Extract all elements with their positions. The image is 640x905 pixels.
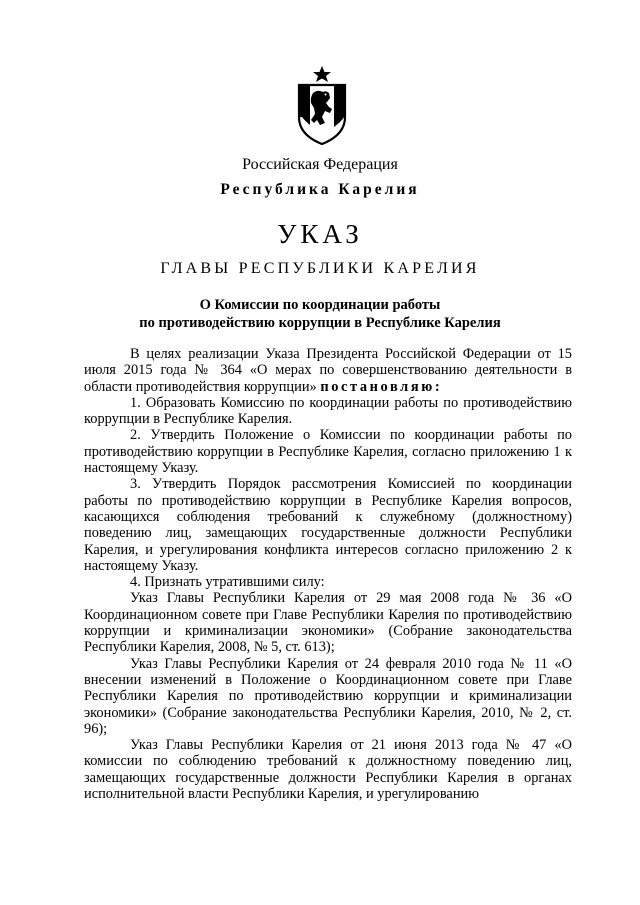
repealed-act-1: Указ Главы Республики Карелия от 29 мая 2008 года № 36 «О Координационном совете при Главе Республики Карелия по противодействию коррупции и криминализации экономики» (Собрание законодательства Республики Карелия, 2008, № 5, ст. 613); — [84, 590, 572, 656]
preamble-paragraph — [84, 346, 572, 395]
country-name: Российская Федерация — [242, 156, 398, 173]
decree-title — [0, 297, 640, 332]
decree-title-line-2: по противодействию коррупции в Республике Карелия — [139, 314, 501, 331]
item-1: 1. Образовать Комиссию по координации работы по противодействию коррупции в Республике Карелия. — [84, 394, 572, 428]
item-4: 4. Признать утратившими силу: — [130, 574, 325, 591]
decree-body — [84, 346, 572, 802]
preamble-text: В целях реализации Указа Президента Российской Федерации от 15 июля 2015 года № 364 «О мерах по совершенствованию деятельности в области противодействия коррупции» — [84, 346, 572, 395]
repealed-act-2: Указ Главы Республики Карелия от 24 февраля 2010 года № 11 «О внесении изменений в Положение о Координационном совете при Главе Республики Карелия по противодействию коррупции и криминализации экономики» (Собрание законодательства Республики Карелия, 2010, № 2, ст. 96); — [84, 655, 572, 737]
repealed-act-3: Указ Главы Республики Карелия от 21 июня 2013 года № 47 «О комиссии по соблюдению требований к должностному поведению лиц, замещающих государственные должности Республики Карелия в органах исполнительной власти Республики Карелия, и урегулированию — [84, 737, 572, 803]
issuer-title: ГЛАВЫ РЕСПУБЛИКИ КАРЕЛИЯ — [160, 260, 480, 277]
coat-of-arms-emblem — [296, 65, 348, 145]
document-type: УКАЗ — [277, 219, 363, 249]
decree-title-line-1: О Комиссии по координации работы — [199, 297, 441, 313]
item-3: 3. Утвердить Порядок рассмотрения Комиссией по координации работы по противодействию коррупции в Республике Карелия вопросов, касающихся соблюдения требований к служебному (должностному) поведению лиц, замещающих государственные должности Республики Карелия, и урегулирования конфликта интересов согласно приложению 2 к настоящему Указу. — [84, 476, 572, 574]
decree-word: постановляю: — [320, 378, 443, 395]
item-2: 2. Утвердить Положение о Комиссии по координации работы по противодействию коррупции в Республике Карелия, согласно приложению 1 к настоящему Указу. — [84, 427, 572, 477]
republic-name: Республика Карелия — [220, 181, 420, 198]
